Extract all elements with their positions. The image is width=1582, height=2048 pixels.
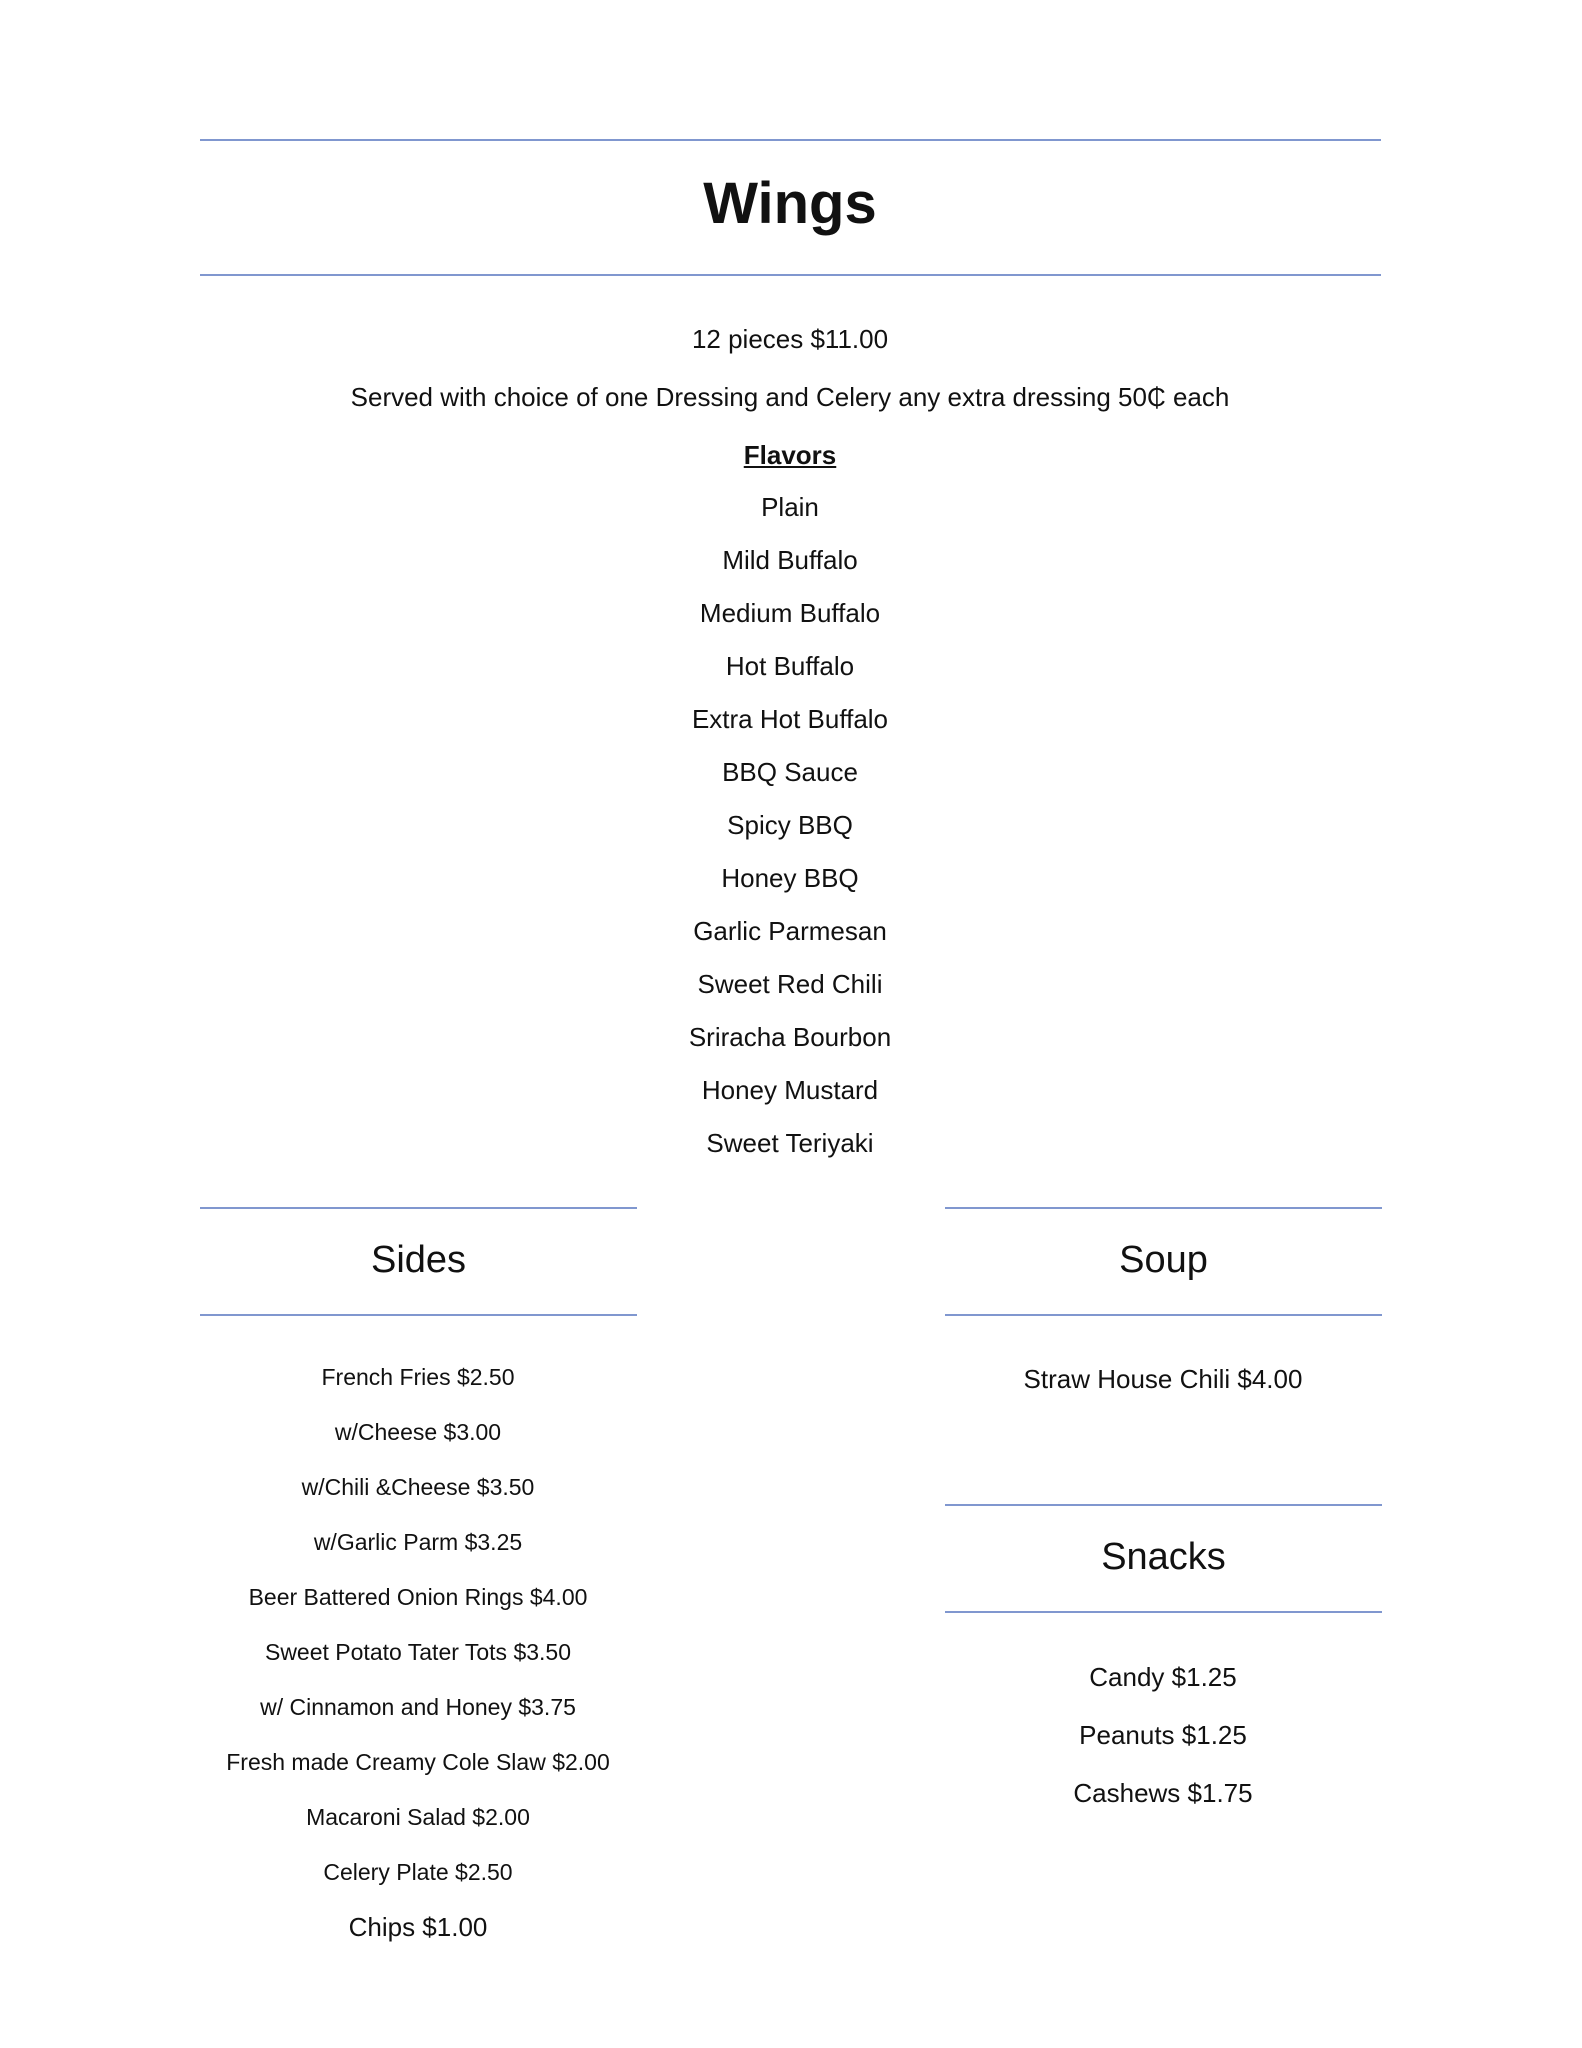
- snacks-list: [945, 1660, 1381, 1834]
- sides-title: Sides: [370, 1239, 467, 1281]
- snacks-top-rule: [945, 1504, 1382, 1506]
- flavor-item: Sweet Red Chili: [697, 969, 883, 999]
- flavor-item: Sweet Teriyaki: [706, 1128, 874, 1158]
- flavor-list: [200, 490, 1380, 1179]
- flavor-item: Medium Buffalo: [699, 598, 881, 628]
- sides-bottom-rule: [200, 1314, 637, 1316]
- flavor-item: Honey Mustard: [701, 1075, 879, 1105]
- snacks-title: Snacks: [1101, 1536, 1226, 1578]
- flavor-item: BBQ Sauce: [722, 757, 858, 787]
- soup-top-rule: [945, 1207, 1382, 1209]
- side-item: Celery Plate $2.50: [323, 1859, 513, 1885]
- side-item: Macaroni Salad $2.00: [306, 1804, 530, 1830]
- wings-title: Wings: [703, 171, 877, 236]
- side-item: w/Garlic Parm $3.25: [313, 1529, 523, 1555]
- snack-item: Peanuts $1.25: [1079, 1720, 1247, 1750]
- soup-title: Soup: [1119, 1239, 1208, 1281]
- soup-bottom-rule: [945, 1314, 1382, 1316]
- flavor-item: Honey BBQ: [721, 863, 859, 893]
- sides-top-rule: [200, 1207, 637, 1209]
- wings-top-rule: [200, 139, 1381, 141]
- flavor-item: Extra Hot Buffalo: [691, 704, 889, 734]
- wings-price: 12 pieces $11.00: [691, 324, 889, 354]
- flavor-item: Sriracha Bourbon: [688, 1022, 892, 1052]
- flavor-item: Garlic Parmesan: [693, 916, 887, 946]
- wings-bottom-rule: [200, 274, 1381, 276]
- flavor-item: Mild Buffalo: [722, 545, 858, 575]
- snacks-bottom-rule: [945, 1611, 1382, 1613]
- side-item: Sweet Potato Tater Tots $3.50: [264, 1639, 572, 1665]
- soup-item: Straw House Chili $4.00: [1023, 1364, 1303, 1394]
- side-item: Beer Battered Onion Rings $4.00: [248, 1584, 588, 1610]
- side-item: Fresh made Creamy Cole Slaw $2.00: [226, 1749, 610, 1775]
- side-item: w/ Cinnamon and Honey $3.75: [260, 1694, 576, 1720]
- side-item: w/Cheese $3.00: [334, 1419, 502, 1445]
- soup-list: [945, 1362, 1381, 1396]
- side-item: Chips $1.00: [348, 1912, 488, 1942]
- sides-list: [200, 1362, 636, 1967]
- snack-item: Cashews $1.75: [1073, 1778, 1253, 1808]
- flavor-item: Plain: [761, 492, 819, 522]
- side-item: French Fries $2.50: [321, 1364, 515, 1390]
- flavor-item: Hot Buffalo: [725, 651, 855, 681]
- side-item: w/Chili &Cheese $3.50: [301, 1474, 535, 1500]
- snack-item: Candy $1.25: [1089, 1662, 1237, 1692]
- flavor-item: Spicy BBQ: [727, 810, 853, 840]
- flavors-heading: Flavors: [743, 440, 837, 470]
- wings-served-note: Served with choice of one Dressing and Celery any extra dressing 50₵ each: [350, 382, 1230, 412]
